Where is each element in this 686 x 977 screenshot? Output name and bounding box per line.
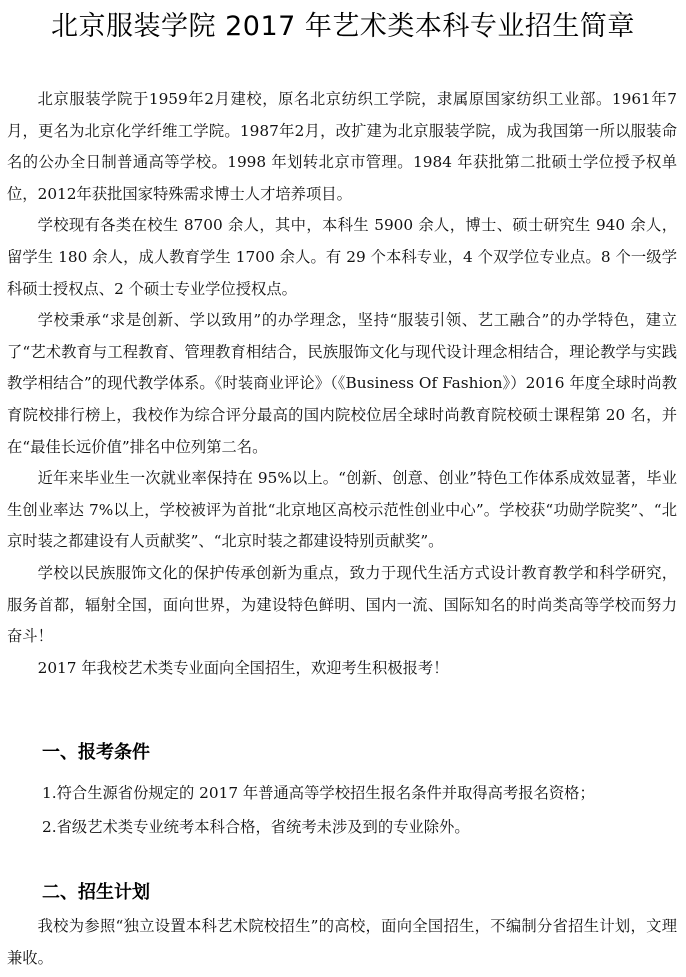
requirement-item-2: 2.省级艺术类专业统考本科合格，省统考未涉及到的专业除外。: [42, 818, 470, 836]
enrollment-plan-paragraph: 我校为参照“独立设置本科艺术院校招生”的高校，面向全国招生，不编制分省招生计划，文理兼收。: [7, 917, 677, 967]
enrollment-plan-text: [7, 911, 677, 974]
section-heading-requirements: 一、报考条件: [42, 742, 150, 763]
intro-paragraph-history: 北京服装学院于1959年2月建校，原名北京纺织工学院，隶属原国家纺织工业部。1961年7月，更名为北京化学纤维工学院。1987年2月，改扩建为北京服装学院，成为我国第一所以服装命名的公办全日制普通高等学校。1998 年划转北京市管理。1984 年获批第二批硕士学位授予权单位，2012年获批国家特殊需求博士人才培养项目。: [7, 90, 677, 203]
intro-paragraph-mission: 学校以民族服饰文化的保护传承创新为重点，致力于现代生活方式设计教育教学和科学研究，服务首都，辐射全国，面向世界，为建设特色鲜明、国内一流、国际知名的时尚类高等学校而努力奋斗！: [7, 563, 677, 646]
intro-paragraph-students: 学校现有各类在校生 8700 余人，其中，本科生 5900 余人，博士、硕士研究生 940 余人，留学生 180 余人，成人教育学生 1700 余人。有 29 个本科专业，4 个双学位专业点。8 个一级学科硕士授权点、2 个硕士专业学位授权点。: [7, 216, 677, 298]
intro-text: [7, 84, 677, 684]
intro-paragraph-invitation: 2017 年我校艺术类专业面向全国招生，欢迎考生积极报考！: [37, 658, 449, 677]
page-title: 北京服装学院 2017 年艺术类本科专业招生简章: [51, 11, 635, 42]
section-heading-enrollment-plan: 二、招生计划: [42, 882, 150, 903]
requirements-list: [42, 776, 672, 844]
intro-paragraph-philosophy: 学校秉承“求是创新、学以致用”的办学理念，坚持“服装引领、艺工融合”的办学特色，建立了“艺术教育与工程教育、管理教育相结合，民族服饰文化与现代设计理念相结合，理论教学与实践教学相结合”的现代教学体系。《时装商业评论》（《Business Of Fashion》）2016 年度全球时尚教育院校排行榜上，我校作为综合评分最高的国内院校位居全球时尚教育院校硕士课程第 20 名，并在“最佳长远价值”排名中位列第二名。: [7, 311, 677, 456]
intro-paragraph-employment: 近年来毕业生一次就业率保持在 95%以上。“创新、创意、创业”特色工作体系成效显著，毕业生创业率达 7%以上，学校被评为首批“北京地区高校示范性创业中心”。学校获“功勋学院奖”、“北京时装之都建设有人贡献奖”、“北京时装之都建设特别贡献奖”。: [7, 469, 677, 551]
requirement-item-1: 1.符合生源省份规定的 2017 年普通高等学校招生报名条件并取得高考报名资格；: [42, 784, 595, 802]
